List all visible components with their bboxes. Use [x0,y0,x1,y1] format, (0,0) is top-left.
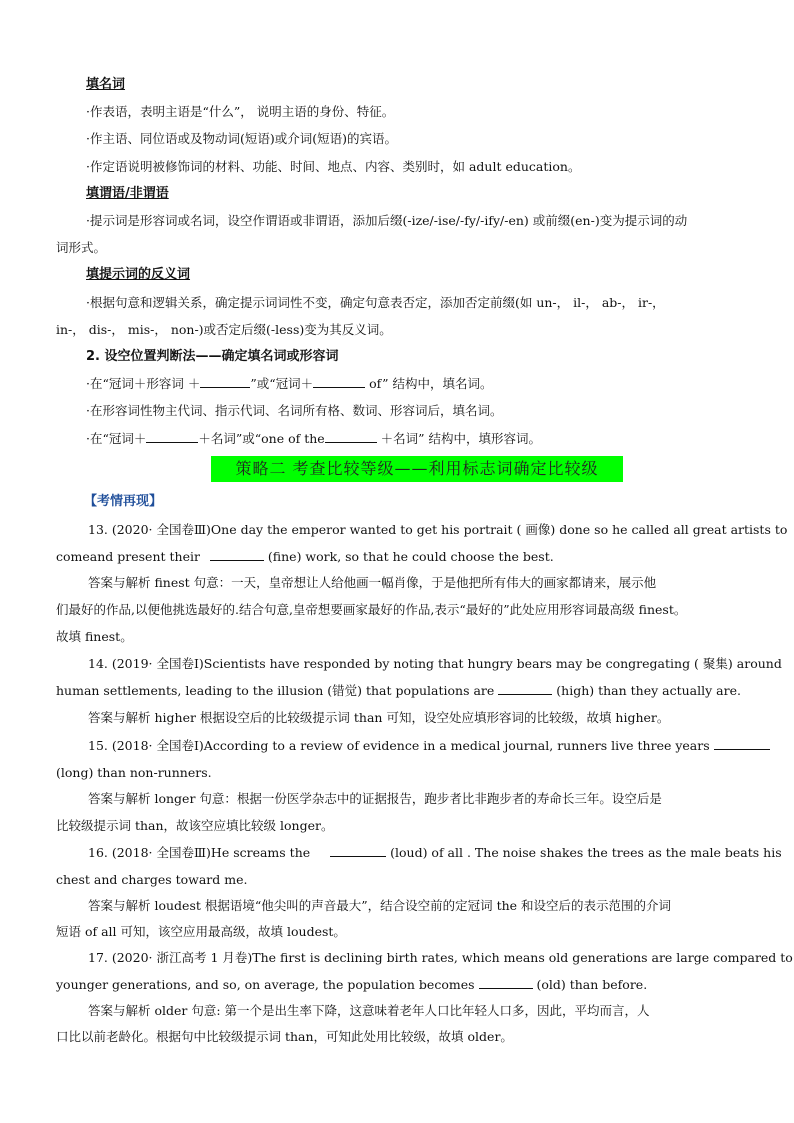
text: ”或“冠词＋ [250,376,314,391]
blank [210,548,264,561]
rule-line: 词形式。 [56,240,107,255]
question-15 [88,736,744,756]
text: of” 结构中，填名词。 [365,376,493,391]
section-label: 【考情再现】 [84,494,163,509]
rule-line [86,429,744,449]
blank [714,737,770,750]
heading-position-method: 2. 设空位置判断法——确定填名词或形容词 [86,349,339,364]
text: (old) than before. [532,977,648,992]
rule-line: ·作表语，表明主语是“什么”， 说明主语的身份、特征。 [86,104,395,119]
text: ＋名词”或“one of the [198,431,325,446]
question-16-line2: chest and charges toward me. [56,872,248,887]
blank [313,375,365,388]
text: (loud) of all . The noise shakes the trees as the male beats his [386,845,782,860]
question-16 [88,843,782,863]
answer-17-line2: 口比以前老龄化。根据句中比较级提示词 than，可知此处用比较级，故填 older。 [56,1029,513,1044]
text: comeand present their [56,549,200,564]
text: ·在“冠词＋形容词 ＋ [86,376,201,391]
text: ·在“冠词＋ [86,431,147,446]
answer-13-line3: 故填 finest。 [56,629,133,644]
answer-13-line2: 们最好的作品,以便他挑选最好的.结合句意,皇帝想要画家最好的作品,表示“最好的”此处应用形容词最高级 finest。 [56,602,687,617]
answer-15-line2: 比较级提示词 than，故该空应填比较级 longer。 [56,818,334,833]
blank [325,430,377,443]
answer-16-line2: 短语 of all 可知，该空应用最高级，故填 loudest。 [56,924,346,939]
text: younger generations, and so, on average, the population becomes [56,977,475,992]
text: 16. (2018· 全国卷Ⅲ)He screams the [88,845,311,860]
text: 15. (2018· 全国卷Ⅰ)According to a review of evidence in a medical journal, runners live three years [88,738,710,753]
rule-line [86,374,744,394]
rule-line: in-， dis-， mis-， non-)或否定后缀(-less)变为其反义词。 [56,322,392,337]
answer-16: 答案与解析 loudest 根据语境“他尖叫的声音最大”，结合设空前的定冠词 the 和设空后的表示范围的介词 [88,898,672,913]
blank [330,844,386,857]
heading-predicate: 填谓语/非谓语 [86,186,169,201]
blank [200,375,250,388]
blank [146,430,198,443]
rule-line: ·作主语、同位语或及物动词(短语)或介词(短语)的宾语。 [86,131,397,146]
blank [479,976,533,989]
rule-line: ·根据句意和逻辑关系，确定提示词词性不变，确定句意表否定，添加否定前缀(如 un-， il-， ab-， ir-， [86,295,665,310]
rule-line: ·在形容词性物主代词、指示代词、名词所有格、数词、形容词后，填名词。 [86,403,503,418]
question-17: 17. (2020· 浙江高考 1 月卷)The first is declining birth rates, which means old generations are large compared to [88,950,793,965]
question-15-line2: (long) than non-runners. [56,765,212,780]
rule-line: ·作定语说明被修饰词的材料、功能、时间、地点、内容、类别时，如 adult education。 [86,159,581,174]
text: (high) than they actually are. [552,683,741,698]
answer-13: 答案与解析 finest 句意：一天，皇帝想让人给他画一幅肖像，于是他把所有伟大的画家都请来，展示他 [88,575,657,590]
text: ＋名词” 结构中，填形容词。 [376,431,542,446]
question-14: 14. (2019· 全国卷Ⅰ)Scientists have responded by noting that hungry bears may be congregating ( 聚集) around [88,656,782,671]
blank [498,682,552,695]
question-14-line2 [56,681,744,701]
strategy-banner: 策略二 考查比较等级——利用标志词确定比较级 [211,456,623,482]
question-13-line2 [56,547,744,567]
answer-17: 答案与解析 older 句意: 第一个是出生率下降，这意味着老年人口比年轻人口多，因此，平均而言，人 [88,1003,650,1018]
answer-15: 答案与解析 longer 句意：根据一份医学杂志中的证据报告，跑步者比非跑步者的寿命长三年。设空后是 [88,791,662,806]
heading-antonym: 填提示词的反义词 [86,267,191,282]
text: (fine) work, so that he could choose the best. [263,549,554,564]
text: human settlements, leading to the illusion (错觉) that populations are [56,683,495,698]
question-17-line2 [56,975,744,995]
rule-line: ·提示词是形容词或名词，设空作谓语或非谓语，添加后缀(-ize/-ise/-fy/-ify/-en) 或前缀(en-)变为提示词的动 [86,213,688,228]
answer-14: 答案与解析 higher 根据设空后的比较级提示词 than 可知，设空处应填形容词的比较级，故填 higher。 [88,710,670,725]
question-13: 13. (2020· 全国卷Ⅲ)One day the emperor wanted to get his portrait ( 画像) done so he called all great artists to [88,522,788,537]
heading-noun: 填名词 [86,77,126,92]
